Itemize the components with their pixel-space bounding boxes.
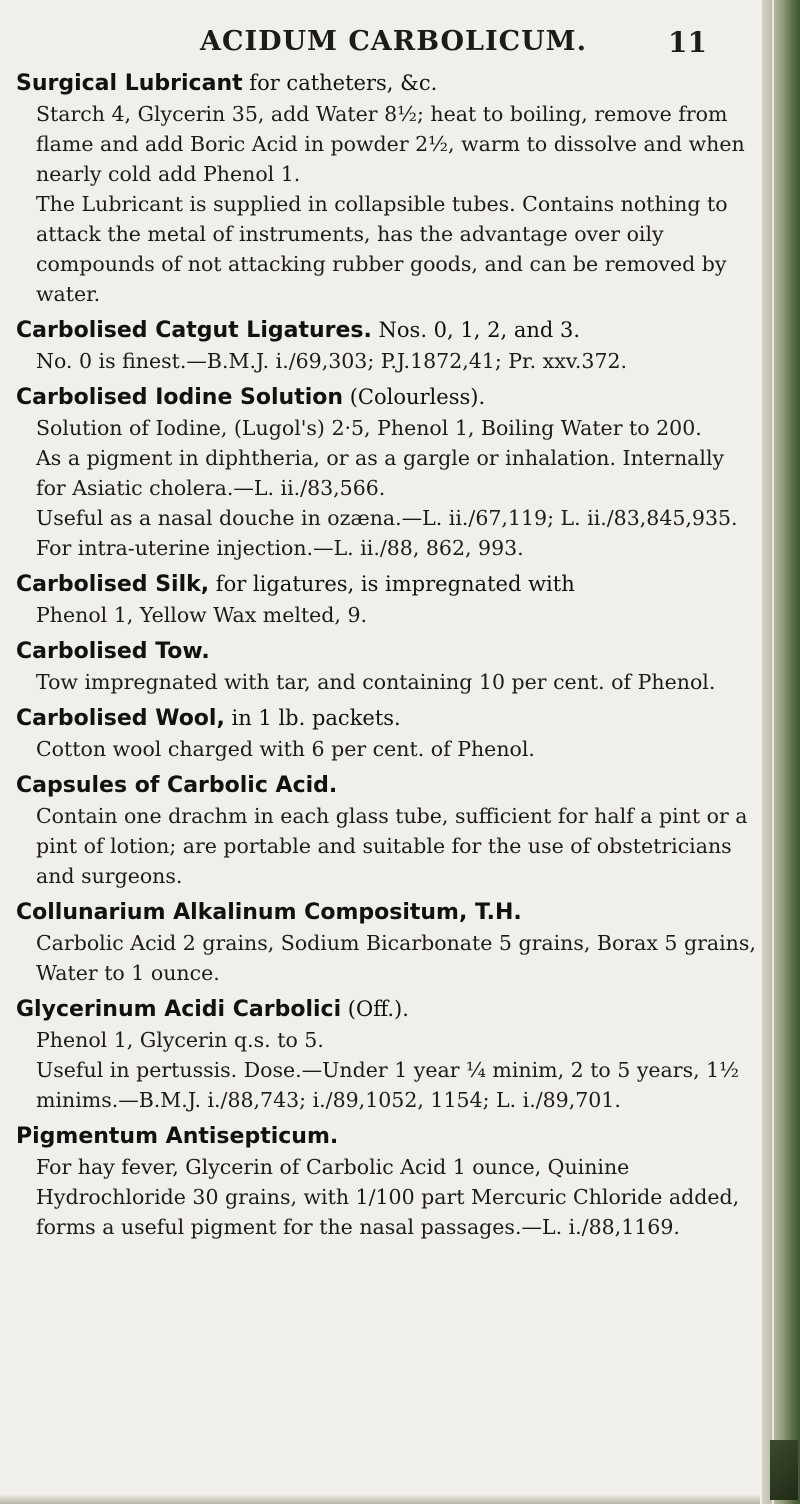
entry-title: Glycerinum Acidi Carbolici [16, 997, 342, 1022]
entry-text: Carbolic Acid 2 grains, Sodium Bicarbonate 5 grains, Borax 5 grains, Water to 1 ounce. [36, 931, 756, 985]
entry-title: Pigmentum Antisepticum. [16, 1124, 339, 1149]
binding-highlight [772, 0, 774, 1504]
entry-body [36, 928, 756, 988]
entry-heading [16, 569, 756, 600]
entry-text: Cotton wool charged with 6 per cent. of Phenol. [36, 737, 535, 761]
entry-heading [16, 636, 756, 667]
entry-body [36, 1152, 756, 1242]
entry-title: Collunarium Alkalinum Compositum, T.H. [16, 900, 522, 925]
entry-title: Carbolised Iodine Solution [16, 385, 344, 410]
entry-carbolised-tow [16, 636, 756, 697]
entry-carbolised-catgut [16, 315, 756, 376]
entry-subtitle: for catheters, &c. [242, 71, 438, 95]
entry-carbolised-iodine [16, 382, 756, 563]
entry-subtitle: in 1 lb. packets. [224, 706, 401, 730]
entry-body [36, 734, 756, 764]
entry-text: Solution of Iodine, (Lugol's) 2·5, Phenol 1, Boiling Water to 200. [36, 416, 702, 440]
running-title: ACIDUM CARBOLICUM. [200, 26, 587, 57]
entry-text: Starch 4, Glycerin 35, add Water 8½; heat to boiling, remove from flame and add Boric Acid in powder 2½, warm to dissolve and when nearly cold add Phenol 1. [36, 102, 745, 186]
entry-text: Tow impregnated with tar, and containing 10 per cent. of Phenol. [36, 670, 716, 694]
entry-heading [16, 1121, 756, 1152]
entry-heading [16, 897, 756, 928]
entry-text: Useful in pertussis. Dose.—Under 1 year ¼ minim, 2 to 5 years, 1½ minims.—B.M.J. i./88,743; i./89,1052, 1154; L. i./89,701. [36, 1058, 740, 1112]
entry-capsules [16, 770, 756, 891]
entry-body [36, 1025, 756, 1115]
entry-body [36, 99, 756, 309]
book-binding-edge [762, 0, 800, 1504]
page-header [0, 22, 760, 62]
entry-title: Capsules of Carbolic Acid. [16, 773, 338, 798]
entry-title: Carbolised Tow. [16, 639, 210, 664]
entry-subtitle: (Off.). [341, 997, 409, 1021]
page-bottom-shadow [0, 1494, 760, 1504]
page-number: 11 [668, 26, 707, 59]
entry-list [16, 68, 756, 1248]
entry-title: Carbolised Wool, [16, 706, 225, 731]
entry-subtitle: for ligatures, is impregnated with [209, 572, 575, 596]
entry-subtitle: Nos. 0, 1, 2, and 3. [371, 318, 581, 342]
entry-text: The Lubricant is supplied in collapsible tubes. Contains nothing to attack the metal of instruments, has the advantage over oily compounds of not attacking rubber goods, and can be removed by water. [36, 192, 728, 306]
entry-heading [16, 703, 756, 734]
entry-carbolised-wool [16, 703, 756, 764]
entry-heading [16, 315, 756, 346]
entry-heading [16, 68, 756, 99]
entry-subtitle: (Colourless). [343, 385, 486, 409]
entry-text: For hay fever, Glycerin of Carbolic Acid 1 ounce, Quinine Hydrochloride 30 grains, with 1/100 part Mercuric Chloride added, forms a useful pigment for the nasal passages.—L. i./88,1169. [36, 1155, 740, 1239]
entry-text: Phenol 1, Glycerin q.s. to 5. [36, 1028, 324, 1052]
binding-corner [770, 1440, 798, 1500]
entry-pigmentum [16, 1121, 756, 1242]
entry-text: Phenol 1, Yellow Wax melted, 9. [36, 603, 368, 627]
entry-surgical-lubricant [16, 68, 756, 309]
entry-title: Surgical Lubricant [16, 71, 243, 96]
entry-body [36, 346, 756, 376]
entry-title: Carbolised Catgut Ligatures. [16, 318, 372, 343]
entry-body [36, 600, 756, 630]
entry-body [36, 413, 756, 563]
entry-body [36, 801, 756, 891]
entry-text: Useful as a nasal douche in ozæna.—L. ii./67,119; L. ii./83,845,935. For intra-uterine injection.—L. ii./88, 862, 993. [36, 506, 738, 560]
entry-heading [16, 994, 756, 1025]
entry-collunarium [16, 897, 756, 988]
entry-text: Contain one drachm in each glass tube, sufficient for half a pint or a pint of lotion; are portable and suitable for the use of obstetricians and surgeons. [36, 804, 748, 888]
entry-carbolised-silk [16, 569, 756, 630]
entry-text: As a pigment in diphtheria, or as a gargle or inhalation. Internally for Asiatic cholera.—L. ii./83,566. [36, 446, 725, 500]
entry-glycerinum [16, 994, 756, 1115]
entry-body [36, 667, 756, 697]
entry-heading [16, 382, 756, 413]
entry-title: Carbolised Silk, [16, 572, 210, 597]
entry-heading [16, 770, 756, 801]
entry-text: No. 0 is finest.—B.M.J. i./69,303; P.J.1872,41; Pr. xxv.372. [36, 349, 628, 373]
